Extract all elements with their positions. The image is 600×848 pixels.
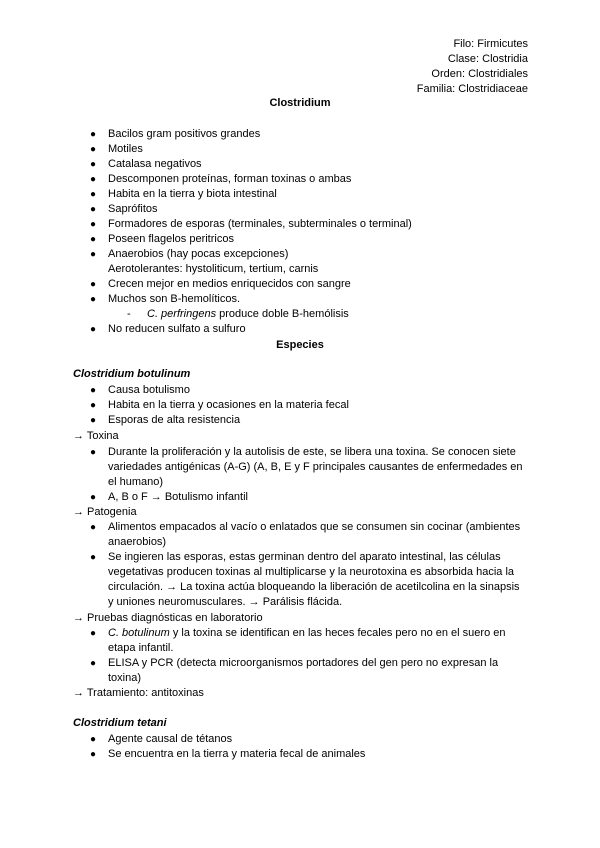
- section-title-especies: Especies: [276, 339, 324, 351]
- taxonomy-block: [417, 37, 528, 97]
- subsection-toxina: → Toxina: [73, 430, 119, 442]
- taxonomy-orden: Orden: Clostridiales: [431, 68, 528, 80]
- bullet-icon: ●: [90, 129, 97, 140]
- bullet-icon: ●: [90, 492, 97, 503]
- bullet-icon: ●: [90, 159, 97, 170]
- taxonomy-filo: Filo: Firmicutes: [453, 38, 528, 50]
- bullet-icon: ●: [90, 279, 97, 290]
- dash-icon: -: [127, 308, 131, 320]
- bullet-icon: ●: [90, 249, 97, 260]
- bullet-icon: ●: [90, 749, 97, 760]
- subsection-tratamiento: → Tratamiento: antitoxinas: [73, 687, 204, 699]
- subsection-pruebas: → Pruebas diagnósticas en laboratorio: [73, 612, 263, 624]
- page-title: Clostridium: [269, 97, 331, 109]
- bullet-icon: ●: [90, 189, 97, 200]
- bullet-icon: ●: [90, 219, 97, 230]
- taxonomy-clase: Clase: Clostridia: [447, 53, 528, 65]
- taxonomy-familia: Familia: Clostridiaceae: [416, 83, 528, 95]
- bullet-icon: ●: [90, 400, 97, 411]
- bullet-icon: ●: [90, 204, 97, 215]
- species-name: C. botulinum: [108, 627, 170, 639]
- bullet-icon: ●: [90, 174, 97, 185]
- bullet-icon: ●: [90, 324, 97, 335]
- bullet-icon: ●: [90, 447, 97, 458]
- bullet-icon: ●: [90, 415, 97, 426]
- document-page: Filo: Firmicutes Clase: Clostridia Orden: Clostridiales Familia: Clostridiaceae Clostridium ● Bacilos gram positivos grandes ● Motiles ● Catalasa negativos ● Descomponen proteínas, forman toxinas o ambas ● Habita en la tierra y biota intestinal ● Saprófitos ● Formadores de esporas (terminales, subterminales o terminal) ● Poseen flagelos peritricos ● Anaerobios (hay pocas excepciones) Aerotolerantes: hystoliticum, tertium, carnis ● Crecen mejor en medios enriquecidos con sangre ● Muchos son B-hemolíticos. - C. perfringens produce doble B-hemólisis ● No reducen sulfato a sulfuro Especies Clostridium botulinum ● Causa botulismo ● Habita en la tierra y ocasiones en la materia fecal ● Esporas de alta resistencia → Toxina ● Durante la proliferación y la autolisis de este, se libera una toxina. Se conocen siete variedades antigénicas (A-G) (A, B, E y F principales causantes de enfermedades en el humano) ● A, B o F → Botulismo infantil → Patogenia ● Alimentos empacados al vacío o enlatados que se consumen sin cocinar (ambientes anaerobios) ● Se ingieren las esporas, estas germinan dentro del aparato intestinal, las células vegetativas producen toxinas al multiplicarse y la neurotoxina es absorbida hacia la circulación. → La toxina actúa bloqueando la liberación de acetilcolina en la sinapsis y uniones neuromusculares. → Parálisis flácida. → Pruebas diagnósticas en laboratorio ● C. botulinum y la toxina se identifican en las heces fecales pero no en el suero en etapa infantil. ● ELISA y PCR (detecta microorganismos portadores del gen pero no expresan la toxina) → Tratamiento: antitoxinas Clostridium tetani ● Agente causal de tétanos ● Se encuentra en la tierra y materia fecal de animales: [0, 0, 600, 848]
- species-name: C. perfringens: [147, 308, 217, 320]
- bullet-icon: ●: [90, 734, 97, 745]
- bullet-icon: ●: [90, 658, 97, 669]
- species-heading-tetani: Clostridium tetani: [73, 717, 167, 729]
- species-heading-botulinum: Clostridium botulinum: [73, 368, 191, 380]
- bullet-icon: ●: [90, 294, 97, 305]
- bullet-icon: ●: [90, 385, 97, 396]
- bullet-icon: ●: [90, 234, 97, 245]
- bullet-icon: ●: [90, 552, 97, 563]
- bullet-icon: ●: [90, 144, 97, 155]
- sub-list-item: - C. perfringens produce doble B-hemólisis: [127, 308, 349, 320]
- bullet-icon: ●: [90, 522, 97, 533]
- bullet-icon: ●: [90, 628, 97, 639]
- subsection-patogenia: → Patogenia: [73, 506, 137, 518]
